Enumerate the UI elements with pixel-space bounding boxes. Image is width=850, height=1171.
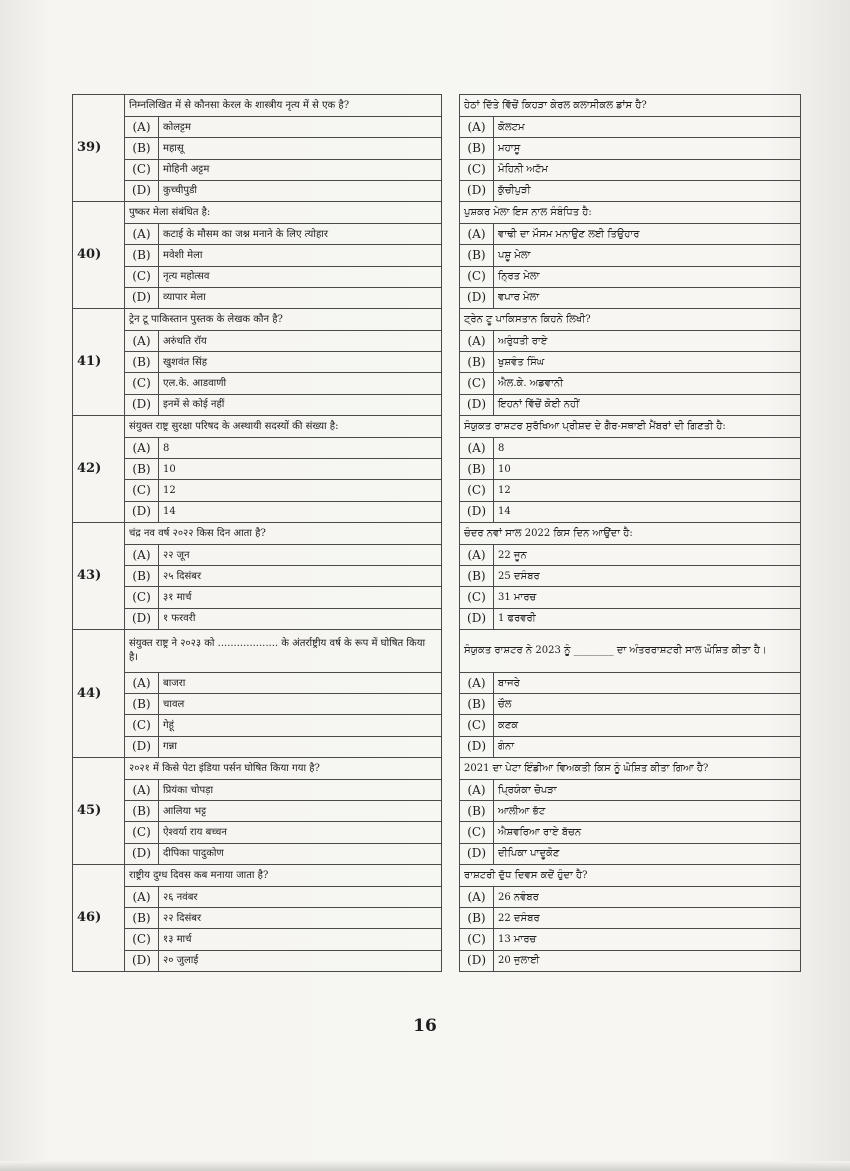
question-row <box>73 95 801 117</box>
question-text-hindi: ट्रेन टू पाकिस्तान पुस्तक के लेखक कौन है? <box>125 308 442 330</box>
option-label-punjabi: (D) <box>460 501 494 522</box>
option-text-punjabi: ਮੋਹਿਨੀ ਅਟੱਮ <box>494 159 801 180</box>
question-text-hindi: निम्नलिखित में से कौनसा केरल के शास्त्रीय नृत्य में से एक है? <box>125 95 442 117</box>
option-row <box>73 736 801 757</box>
option-label-punjabi: (B) <box>460 245 494 266</box>
option-row <box>73 929 801 950</box>
option-text-punjabi: ਖੁਸ਼ਵੰਤ ਸਿੰਘ <box>494 352 801 373</box>
question-text-punjabi: ਸੰਯੁਕਤ ਰਾਸ਼ਟਰ ਨੇ 2023 ਨੂੰ ________ ਦਾ ਅੰਤਰਰਾਸ਼ਟਰੀ ਸਾਲ ਘੋਸ਼ਿਤ ਕੀਤਾ ਹੈ। <box>460 629 801 672</box>
question-text-punjabi: ਪੁਸ਼ਕਰ ਮੇਲਾ ਇਸ ਨਾਲ ਸੰਬੰਧਿਤ ਹੈ: <box>460 201 801 223</box>
option-text-hindi: कटाई के मौसम का जश्न मनाने के लिए त्योहार <box>159 224 442 245</box>
option-row <box>73 886 801 907</box>
option-label-hindi: (C) <box>125 266 159 287</box>
option-label-hindi: (B) <box>125 566 159 587</box>
option-text-hindi: कुच्चीपुडी <box>159 180 442 201</box>
option-label-hindi: (A) <box>125 224 159 245</box>
option-text-punjabi: ਗੰਨਾ <box>494 736 801 757</box>
column-gap <box>442 522 460 629</box>
option-row <box>73 138 801 159</box>
option-label-punjabi: (D) <box>460 180 494 201</box>
option-row <box>73 352 801 373</box>
option-text-hindi: आलिया भट्ट <box>159 801 442 822</box>
column-gap <box>442 757 460 864</box>
question-number: 43) <box>73 522 125 629</box>
option-text-punjabi: 26 ਨਵੰਬਰ <box>494 886 801 907</box>
option-row <box>73 608 801 629</box>
column-gap <box>442 201 460 308</box>
option-text-punjabi: ਨ੍ਰਿਤ ਮੇਲਾ <box>494 266 801 287</box>
option-label-hindi: (D) <box>125 287 159 308</box>
option-label-punjabi: (A) <box>460 331 494 352</box>
option-label-hindi: (C) <box>125 929 159 950</box>
option-text-punjabi: ਐਸ਼ਵਰਿਆ ਰਾਏ ਬੱਚਨ <box>494 822 801 843</box>
option-row <box>73 673 801 694</box>
option-text-hindi: मोहिनी अट्टम <box>159 159 442 180</box>
option-label-punjabi: (A) <box>460 438 494 459</box>
option-label-punjabi: (C) <box>460 480 494 501</box>
question-number: 41) <box>73 308 125 415</box>
option-text-hindi: ऐश्वर्या राय बच्चन <box>159 822 442 843</box>
option-text-punjabi: 20 ਜੁਲਾਈ <box>494 950 801 971</box>
option-label-hindi: (D) <box>125 501 159 522</box>
option-text-punjabi: 8 <box>494 438 801 459</box>
option-label-hindi: (B) <box>125 801 159 822</box>
option-text-punjabi: ਕੁੱਚੀਪੁੜੀ <box>494 180 801 201</box>
option-text-punjabi: ਮਹਾਸੂ <box>494 138 801 159</box>
option-text-punjabi: 22 ਜੂਨ <box>494 544 801 565</box>
option-row <box>73 180 801 201</box>
option-label-punjabi: (D) <box>460 287 494 308</box>
option-text-hindi: दीपिका पादुकोण <box>159 843 442 864</box>
option-label-punjabi: (A) <box>460 117 494 138</box>
question-table-body <box>73 95 801 972</box>
option-text-hindi: मवेशी मेला <box>159 245 442 266</box>
question-row <box>73 415 801 437</box>
option-label-hindi: (B) <box>125 352 159 373</box>
option-text-hindi: १३ मार्च <box>159 929 442 950</box>
option-text-punjabi: ਦੀਪਿਕਾ ਪਾਦੂਕੋਣ <box>494 843 801 864</box>
column-gap <box>442 95 460 202</box>
question-text-punjabi: ਹੇਠਾਂ ਦਿੱਤੇ ਵਿੱਚੋਂ ਕਿਹੜਾ ਕੇਰਲ ਕਲਾਸੀਕਲ ਡਾਂਸ ਹੈ? <box>460 95 801 117</box>
option-row <box>73 501 801 522</box>
option-text-hindi: एल.के. आडवाणी <box>159 373 442 394</box>
option-label-hindi: (C) <box>125 822 159 843</box>
option-label-punjabi: (D) <box>460 843 494 864</box>
option-row <box>73 715 801 736</box>
scan-bottom-edge <box>0 1161 850 1171</box>
option-text-hindi: अरुंधति रॉय <box>159 331 442 352</box>
question-text-hindi: संयुक्त राष्ट्र ने २०२३ को ................... के अंतर्राष्ट्रीय वर्ष के रूप में घोषित किया है। <box>125 629 442 672</box>
option-label-punjabi: (B) <box>460 138 494 159</box>
question-text-hindi: चंद्र नव वर्ष २०२२ किस दिन आता है? <box>125 522 442 544</box>
option-row <box>73 780 801 801</box>
option-text-hindi: 8 <box>159 438 442 459</box>
option-text-punjabi: 13 ਮਾਰਚ <box>494 929 801 950</box>
option-label-hindi: (A) <box>125 886 159 907</box>
question-row <box>73 629 801 672</box>
option-text-hindi: ३१ मार्च <box>159 587 442 608</box>
question-row <box>73 308 801 330</box>
option-text-hindi: २२ जून <box>159 544 442 565</box>
column-gap <box>442 629 460 757</box>
question-number: 44) <box>73 629 125 757</box>
option-text-punjabi: ਪ੍ਰਿਯੰਕਾ ਚੋਪੜਾ <box>494 780 801 801</box>
option-label-punjabi: (B) <box>460 566 494 587</box>
option-label-punjabi: (B) <box>460 908 494 929</box>
option-row <box>73 287 801 308</box>
question-text-hindi: संयुक्त राष्ट्र सुरक्षा परिषद के अस्थायी सदस्यों की संख्या है: <box>125 415 442 437</box>
option-label-hindi: (C) <box>125 480 159 501</box>
option-label-hindi: (C) <box>125 715 159 736</box>
option-text-hindi: प्रियंका चोपड़ा <box>159 780 442 801</box>
option-text-hindi: कोलट्टम <box>159 117 442 138</box>
option-text-hindi: महासू <box>159 138 442 159</box>
question-text-punjabi: ਸੰਯੁਕਤ ਰਾਸ਼ਟਰ ਸੁਰੱਖਿਆ ਪ੍ਰੀਸ਼ਦ ਦੇ ਗੈਰ-ਸਥਾਈ ਮੈਂਬਰਾਂ ਦੀ ਗਿਣਤੀ ਹੈ: <box>460 415 801 437</box>
option-row <box>73 480 801 501</box>
option-label-punjabi: (C) <box>460 822 494 843</box>
option-text-punjabi: ਐਲ.ਕੇ. ਅਡਵਾਨੀ <box>494 373 801 394</box>
option-text-hindi: २२ दिसंबर <box>159 908 442 929</box>
question-row <box>73 757 801 779</box>
option-label-hindi: (B) <box>125 459 159 480</box>
option-text-hindi: २० जुलाई <box>159 950 442 971</box>
column-gap <box>442 864 460 971</box>
option-text-hindi: 10 <box>159 459 442 480</box>
option-label-punjabi: (B) <box>460 459 494 480</box>
option-label-punjabi: (C) <box>460 715 494 736</box>
option-text-hindi: बाजरा <box>159 673 442 694</box>
option-label-punjabi: (C) <box>460 587 494 608</box>
option-text-hindi: नृत्य महोत्सव <box>159 266 442 287</box>
option-label-hindi: (D) <box>125 950 159 971</box>
question-text-punjabi: ਚੰਦਰ ਨਵਾਂ ਸਾਲ 2022 ਕਿਸ ਦਿਨ ਆਉਂਦਾ ਹੈ: <box>460 522 801 544</box>
option-row <box>73 566 801 587</box>
option-label-hindi: (D) <box>125 736 159 757</box>
option-text-punjabi: ਪਸ਼ੂ ਮੇਲਾ <box>494 245 801 266</box>
option-label-hindi: (B) <box>125 138 159 159</box>
option-label-hindi: (C) <box>125 373 159 394</box>
column-gap <box>442 415 460 522</box>
option-text-punjabi: 1 ਫਰਵਰੀ <box>494 608 801 629</box>
option-row <box>73 843 801 864</box>
option-row <box>73 438 801 459</box>
option-text-hindi: 14 <box>159 501 442 522</box>
question-row <box>73 201 801 223</box>
option-label-punjabi: (A) <box>460 780 494 801</box>
question-number: 40) <box>73 201 125 308</box>
option-label-hindi: (D) <box>125 394 159 415</box>
option-text-hindi: १ फरवरी <box>159 608 442 629</box>
question-text-punjabi: 2021 ਦਾ ਪੇਟਾ ਇੰਡੀਆ ਵਿਅਕਤੀ ਕਿਸ ਨੂੰ ਘੋਸ਼ਿਤ ਕੀਤਾ ਗਿਆ ਹੈ? <box>460 757 801 779</box>
option-row <box>73 908 801 929</box>
option-text-punjabi: ਵਾਢੀ ਦਾ ਮੌਸਮ ਮਨਾਉਣ ਲਈ ਤਿਉਹਾਰ <box>494 224 801 245</box>
option-text-punjabi: ਚੌਲ <box>494 694 801 715</box>
option-text-punjabi: ਇਹਨਾਂ ਵਿੱਚੋਂ ਕੋਈ ਨਹੀਂ <box>494 394 801 415</box>
option-row <box>73 950 801 971</box>
option-label-punjabi: (D) <box>460 736 494 757</box>
option-label-punjabi: (D) <box>460 950 494 971</box>
question-number: 46) <box>73 864 125 971</box>
question-row <box>73 522 801 544</box>
option-text-punjabi: ਕਣਕ <box>494 715 801 736</box>
option-text-punjabi: 12 <box>494 480 801 501</box>
page-number: 16 <box>413 1016 437 1036</box>
option-text-punjabi: 14 <box>494 501 801 522</box>
option-label-punjabi: (D) <box>460 608 494 629</box>
option-text-punjabi: 22 ਦਸੰਬਰ <box>494 908 801 929</box>
option-text-hindi: व्यापार मेला <box>159 287 442 308</box>
question-text-punjabi: ਟ੍ਰੇਨ ਟੂ ਪਾਕਿਸਤਾਨ ਕਿਹਨੇ ਲਿਖੀ? <box>460 308 801 330</box>
option-label-hindi: (B) <box>125 245 159 266</box>
option-text-hindi: गेहूं <box>159 715 442 736</box>
option-row <box>73 822 801 843</box>
question-number: 45) <box>73 757 125 864</box>
option-row <box>73 459 801 480</box>
option-row <box>73 394 801 415</box>
option-label-hindi: (A) <box>125 673 159 694</box>
option-text-punjabi: 25 ਦਸੰਬਰ <box>494 566 801 587</box>
option-label-punjabi: (A) <box>460 224 494 245</box>
option-label-punjabi: (C) <box>460 929 494 950</box>
question-text-punjabi: ਰਾਸ਼ਟਰੀ ਦੁੱਧ ਦਿਵਸ ਕਦੋਂ ਹੁੰਦਾ ਹੈ? <box>460 864 801 886</box>
option-label-punjabi: (A) <box>460 673 494 694</box>
option-row <box>73 587 801 608</box>
question-number: 39) <box>73 95 125 202</box>
option-text-punjabi: ਬਾਜਰੇ <box>494 673 801 694</box>
option-row <box>73 224 801 245</box>
option-label-punjabi: (D) <box>460 394 494 415</box>
option-text-punjabi: ਆਲੀਆ ਭੱਟ <box>494 801 801 822</box>
option-row <box>73 694 801 715</box>
question-row <box>73 864 801 886</box>
option-text-punjabi: 10 <box>494 459 801 480</box>
option-label-punjabi: (A) <box>460 886 494 907</box>
option-label-punjabi: (B) <box>460 352 494 373</box>
option-label-hindi: (A) <box>125 780 159 801</box>
option-label-hindi: (A) <box>125 331 159 352</box>
option-label-hindi: (D) <box>125 608 159 629</box>
option-row <box>73 117 801 138</box>
option-row <box>73 373 801 394</box>
option-label-hindi: (A) <box>125 438 159 459</box>
option-label-hindi: (D) <box>125 180 159 201</box>
option-row <box>73 245 801 266</box>
option-text-punjabi: ਕੋਲਟਮ <box>494 117 801 138</box>
option-label-hindi: (C) <box>125 587 159 608</box>
option-label-punjabi: (C) <box>460 373 494 394</box>
option-label-hindi: (A) <box>125 544 159 565</box>
option-text-hindi: चावल <box>159 694 442 715</box>
option-text-hindi: २५ दिसंबर <box>159 566 442 587</box>
option-row <box>73 266 801 287</box>
option-label-hindi: (B) <box>125 694 159 715</box>
option-label-hindi: (A) <box>125 117 159 138</box>
question-table <box>72 94 801 972</box>
option-label-punjabi: (C) <box>460 159 494 180</box>
option-label-punjabi: (B) <box>460 694 494 715</box>
option-label-hindi: (D) <box>125 843 159 864</box>
question-text-hindi: पुष्कर मेला संबंधित है: <box>125 201 442 223</box>
option-text-punjabi: 31 ਮਾਰਚ <box>494 587 801 608</box>
option-text-punjabi: ਅਰੁੰਧਤੀ ਰਾਏ <box>494 331 801 352</box>
option-label-hindi: (C) <box>125 159 159 180</box>
option-text-hindi: 12 <box>159 480 442 501</box>
option-row <box>73 544 801 565</box>
option-row <box>73 801 801 822</box>
option-row <box>73 159 801 180</box>
question-number: 42) <box>73 415 125 522</box>
option-text-hindi: खुशवंत सिंह <box>159 352 442 373</box>
option-text-hindi: इनमें से कोई नहीं <box>159 394 442 415</box>
question-text-hindi: २०२१ में किसे पेटा इंडिया पर्सन घोषित किया गया है? <box>125 757 442 779</box>
option-label-punjabi: (C) <box>460 266 494 287</box>
option-label-punjabi: (A) <box>460 544 494 565</box>
option-text-hindi: गन्ना <box>159 736 442 757</box>
option-label-hindi: (B) <box>125 908 159 929</box>
option-label-punjabi: (B) <box>460 801 494 822</box>
option-row <box>73 331 801 352</box>
question-text-hindi: राष्ट्रीय दुग्ध दिवस कब मनाया जाता है? <box>125 864 442 886</box>
option-text-punjabi: ਵਪਾਰ ਮੇਲਾ <box>494 287 801 308</box>
column-gap <box>442 308 460 415</box>
option-text-hindi: २६ नवंबर <box>159 886 442 907</box>
